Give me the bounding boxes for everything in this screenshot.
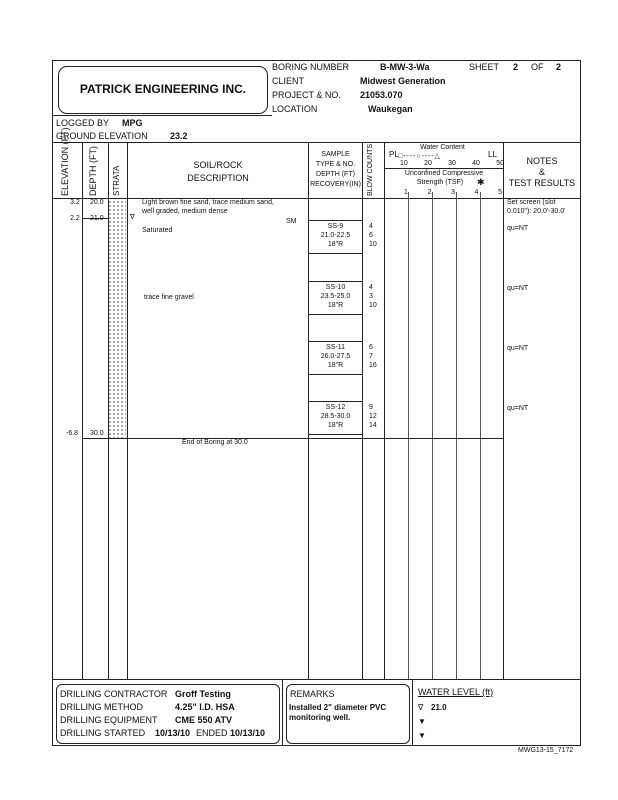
strata-hatch [108, 200, 126, 438]
end-of-boring: End of Boring at 30.0 [182, 439, 248, 446]
client-value: Midwest Generation [360, 76, 446, 86]
blow-counts-header: BLOW COUNTS [367, 143, 374, 196]
trace-gravel-note: trace fine gravel [144, 294, 194, 301]
water-level-symbol: ∇ [130, 214, 135, 221]
sample-2-blow-1: 4 [369, 284, 373, 291]
col-line-elev [82, 142, 83, 679]
desc-line-1: Light brown fine sand, trace medium sand, [142, 199, 274, 206]
water-level-label: WATER LEVEL (ft) [418, 687, 494, 697]
col-line-blows [384, 142, 385, 679]
saturated-note: Saturated [142, 227, 173, 234]
chart-mid-line [384, 168, 503, 169]
footer-div-1 [282, 679, 283, 746]
depth-bottom: 30.0 [90, 430, 104, 437]
logged-by-label: LOGGED BY [56, 118, 110, 128]
water-content-symbols: □ - - - - ○ - - - - △ [398, 153, 440, 160]
sample-4-blow-3: 14 [369, 422, 377, 429]
depth-header: DEPTH (FT) [88, 146, 98, 196]
sample-1-id: SS-9 [327, 223, 344, 230]
desc-line-2: well graded, medium dense [142, 208, 228, 215]
sample-2-bottom [308, 314, 362, 315]
project-label: PROJECT & NO. [272, 90, 341, 100]
header-divider-1 [52, 115, 272, 116]
sample-4-blow-1: 9 [369, 404, 373, 411]
started-value: 10/13/10 [155, 728, 191, 738]
tick-top-3: 30 [448, 160, 456, 167]
tick-bottom-1: 1 [404, 189, 408, 196]
contractor-label: DRILLING CONTRACTOR [60, 689, 168, 699]
sample-4-recovery: 18"R [327, 422, 344, 429]
ended-label: ENDED [196, 728, 228, 738]
location-label: LOCATION [272, 104, 318, 114]
boring-number-label: BORING NUMBER [272, 62, 350, 72]
tick-top-4: 40 [472, 160, 480, 167]
sample-3-blow-3: 16 [369, 362, 377, 369]
sample-4-blow-2: 12 [369, 413, 377, 420]
sample-1-bottom [308, 253, 362, 254]
sample-4-bottom [308, 434, 362, 435]
soil-header-1: SOIL/ROCK [193, 160, 243, 170]
sample-3-depth: 26.0-27.5 [320, 353, 351, 360]
sample-2-depth: 23.5-25.0 [320, 293, 351, 300]
asterisk-icon: ✱ [477, 177, 485, 187]
sample-3-top [308, 341, 362, 342]
uscs-code: SM [286, 218, 297, 225]
ended-value: 10/13/10 [230, 728, 266, 738]
sample-3-recovery: 18"R [327, 362, 344, 369]
sample-2-recovery: 18"R [327, 302, 344, 309]
chart-grid-4 [480, 192, 481, 679]
sample-4-note: qu=NT [507, 405, 529, 412]
sample-3-id: SS-11 [326, 344, 345, 351]
tick-top-2: 20 [424, 160, 432, 167]
contractor-value: Groff Testing [175, 689, 231, 699]
ticks-bottom [404, 189, 502, 196]
ground-elevation-value: 23.2 [170, 131, 188, 141]
equipment-label: DRILLING EQUIPMENT [60, 715, 158, 725]
sample-1-depth: 21.0-22.5 [320, 232, 351, 239]
water-level-symbol-1: ∇ [418, 703, 424, 712]
tick-bottom-2: 2 [427, 189, 432, 196]
sample-3-blow-2: 7 [369, 353, 373, 360]
notes-header-3: TEST RESULTS [508, 178, 576, 188]
soil-header-2: DESCRIPTION [187, 173, 249, 183]
sheet-total: 2 [556, 62, 562, 72]
sheet-number: 2 [513, 62, 519, 72]
sample-1-blow-2: 6 [369, 232, 373, 239]
footer-top [52, 679, 581, 680]
col-line-sample [362, 142, 363, 679]
frame-bottom [52, 745, 581, 746]
sheet-label: SHEET [469, 62, 500, 72]
logged-by-value: MPG [122, 118, 143, 128]
elevation-header: ELEVATION (FT) [60, 127, 70, 196]
project-number: 21053.070 [360, 90, 403, 100]
depth-2: 21.0 [90, 215, 104, 222]
water-level-symbol-3: ▼ [418, 731, 426, 740]
sample-header-1: SAMPLE [321, 151, 350, 158]
elev-2: 2.2 [70, 215, 80, 222]
frame-top [52, 60, 581, 61]
chart-grid-1 [408, 192, 409, 679]
sample-4-depth: 28.5-30.0 [320, 413, 351, 420]
sample-2-note: qu=NT [507, 285, 529, 292]
remarks-label: REMARKS [290, 689, 335, 699]
notes-header-1: NOTES [526, 156, 558, 166]
tick-bottom-4: 4 [474, 189, 479, 196]
started-label: DRILLING STARTED [60, 728, 146, 738]
pl-label: PL [389, 150, 399, 159]
water-content-label: Water Content [420, 144, 465, 151]
notes-top-1: Set screen (slot [507, 199, 556, 206]
remarks-line-2: monitoring well. [289, 713, 351, 722]
chart-grid-3 [456, 192, 457, 679]
chart-grid-2 [432, 192, 433, 679]
sample-4-id: SS-12 [325, 404, 346, 411]
sample-1-blow-1: 4 [369, 223, 373, 230]
strata-header: STRATA [112, 165, 121, 196]
method-label: DRILLING METHOD [60, 702, 144, 712]
sample-3-note: qu=NT [507, 345, 529, 352]
of-label: OF [531, 62, 544, 72]
sample-1-top [308, 220, 362, 221]
frame-right [580, 60, 581, 746]
frame-left [52, 60, 53, 746]
client-label: CLIENT [272, 76, 305, 86]
remarks-line-1: Installed 2" diameter PVC [289, 703, 387, 712]
document-id: MWG13-15_7172 [518, 747, 574, 754]
header-divider-2 [52, 142, 581, 143]
col-line-chart [503, 142, 504, 679]
water-level-symbol-2: ▼ [418, 717, 426, 726]
equipment-value: CME 550 ATV [175, 715, 233, 725]
sample-2-id: SS-10 [325, 284, 346, 291]
sample-3-blow-1: 6 [369, 344, 373, 351]
notes-top-2: 0.010"): 20.0'-30.0' [507, 208, 566, 215]
sample-1-recovery: 18"R [327, 241, 344, 248]
tick-bottom-3: 3 [451, 189, 455, 196]
sample-header-3: DEPTH (FT) [316, 171, 355, 178]
column-header-bottom [52, 198, 581, 199]
tick-top-1: 10 [400, 160, 408, 167]
sample-2-blow-3: 10 [369, 302, 377, 309]
elev-bottom: -6.8 [66, 430, 79, 437]
sample-header-4: RECOVERY(IN) [310, 181, 361, 188]
unconfined-label-1: Unconfined Compressive [404, 170, 484, 177]
sample-header-2: TYPE & NO. [315, 161, 356, 168]
sample-2-blow-2: 3 [369, 293, 373, 300]
tick-bottom-5: 5 [498, 189, 502, 196]
company-name: PATRICK ENGINEERING INC. [79, 82, 247, 96]
footer-div-2 [412, 679, 413, 746]
sample-1-blow-3: 10 [369, 241, 377, 248]
sample-3-bottom [308, 374, 362, 375]
sample-4-top [308, 401, 362, 402]
unconfined-label-2: Strength (TSF) [416, 179, 464, 186]
ground-elevation-label: GROUND ELEVATION [56, 131, 148, 141]
elev-top: 3.2 [70, 199, 80, 206]
sample-2-top [308, 281, 362, 282]
sample-1-note: qu=NT [507, 225, 529, 232]
tick-top-5: 50 [496, 160, 504, 167]
col-line-strata [127, 142, 128, 679]
location-value: Waukegan [368, 104, 413, 114]
ll-label: LL [488, 150, 497, 159]
notes-header-2: & [538, 167, 545, 177]
ticks-top [400, 160, 504, 167]
water-level-value-1: 21.0 [431, 703, 447, 712]
end-of-boring-line [82, 438, 504, 439]
depth-top: 20.0 [90, 199, 104, 206]
boring-number: B-MW-3-Wa [380, 62, 430, 72]
method-value: 4.25" I.D. HSA [175, 702, 235, 712]
